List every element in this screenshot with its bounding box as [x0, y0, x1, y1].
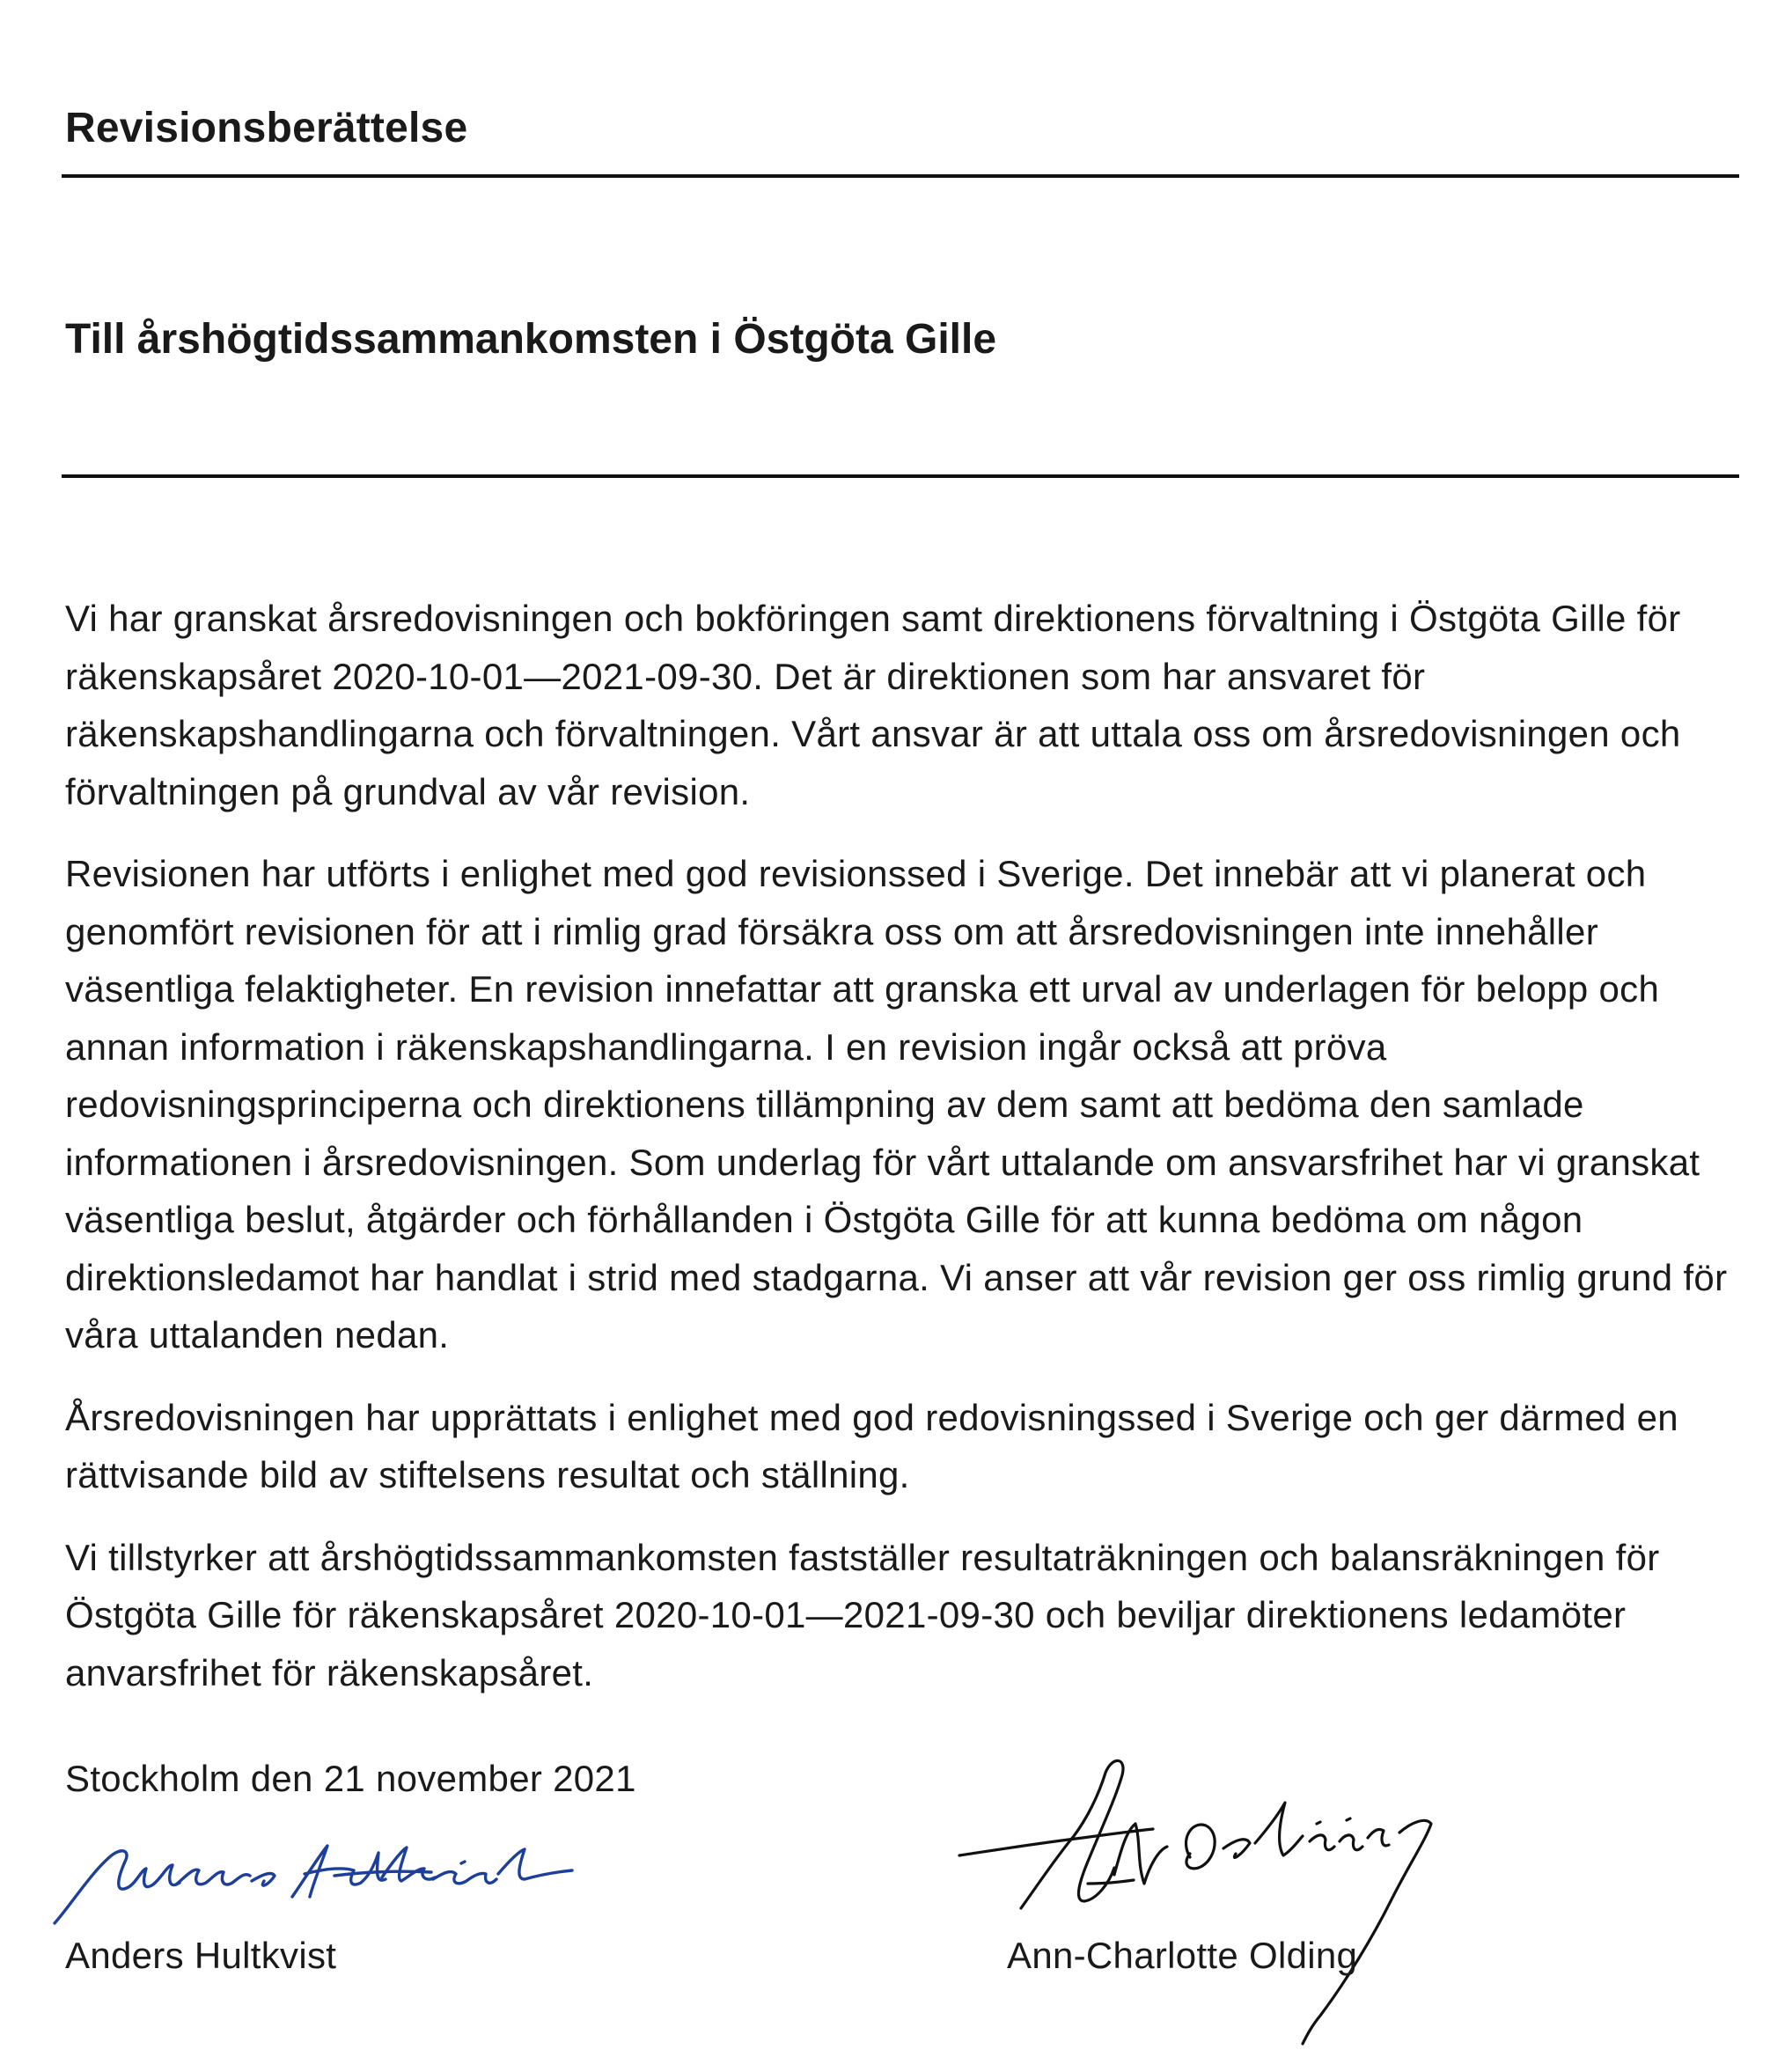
document-title: Revisionsberättelse: [65, 105, 468, 151]
paragraph-audit-method: Revisionen har utförts i enlighet med god revisionssed i Sverige. Det innebär att vi planerat och genomfört revisionen för att i rimlig grad försäkra oss om att årsredovisningen inte innehåller väsentliga felaktigheter. En revision innefattar att granska ett urval av underlagen för belopp och annan information i räkenskapshandlingarna. I en revision ingår också att pröva redovisningsprinciperna och direktionens tillämpning av dem samt att bedöma den samlade informationen i årsredovisningen. Som underlag för vårt uttalande om ansvarsfrihet har vi granskat väsentliga beslut, åtgärder och förhållanden i Östgöta Gille för att kunna bedöma om någon direktionsledamot har handlat i strid med stadgarna. Vi anser att vår revision ger oss rimlig grund för våra uttalanden nedan.: [65, 853, 1728, 1355]
title-divider: [62, 174, 1739, 178]
signer-name-olding: Ann-Charlotte Olding: [1007, 1935, 1358, 1976]
place-and-date: Stockholm den 21 november 2021: [65, 1758, 636, 1799]
paragraph-opinion: Årsredovisningen har upprättats i enlighet med god redovisningssed i Sverige och ger därmed en rättvisande bild av stiftelsens resultat och ställning.: [65, 1396, 1678, 1495]
addressee-heading: Till årshögtidssammankomsten i Östgöta Gille: [65, 316, 997, 363]
addressee-divider: [62, 474, 1739, 478]
paragraph-scope: Vi har granskat årsredovisningen och bokföringen samt direktionens förvaltning i Östgöta Gille för räkenskapsåret 2020-10-01—2021-09-30. Det är direktionen som har ansvaret för räkenskapshandlingarna och förvaltningen. Vårt ansvar är att uttala oss om årsredovisningen och förvaltningen på grundval av vår revision.: [65, 598, 1681, 812]
paragraph-recommendation: Vi tillstyrker att årshögtidssammankomsten fastställer resultaträkningen och balansräkningen för Östgöta Gille för räkenskapsåret 2020-10-01—2021-09-30 och beviljar direktionens ledamöter anvarsfrihet för räkenskapsåret.: [65, 1536, 1660, 1693]
signature-anders-hultkvist: [44, 1835, 607, 1932]
signer-name-hultkvist: Anders Hultkvist: [65, 1935, 337, 1976]
report-body: [65, 590, 1742, 1726]
signature-ann-charlotte-olding: [933, 1752, 1496, 2051]
